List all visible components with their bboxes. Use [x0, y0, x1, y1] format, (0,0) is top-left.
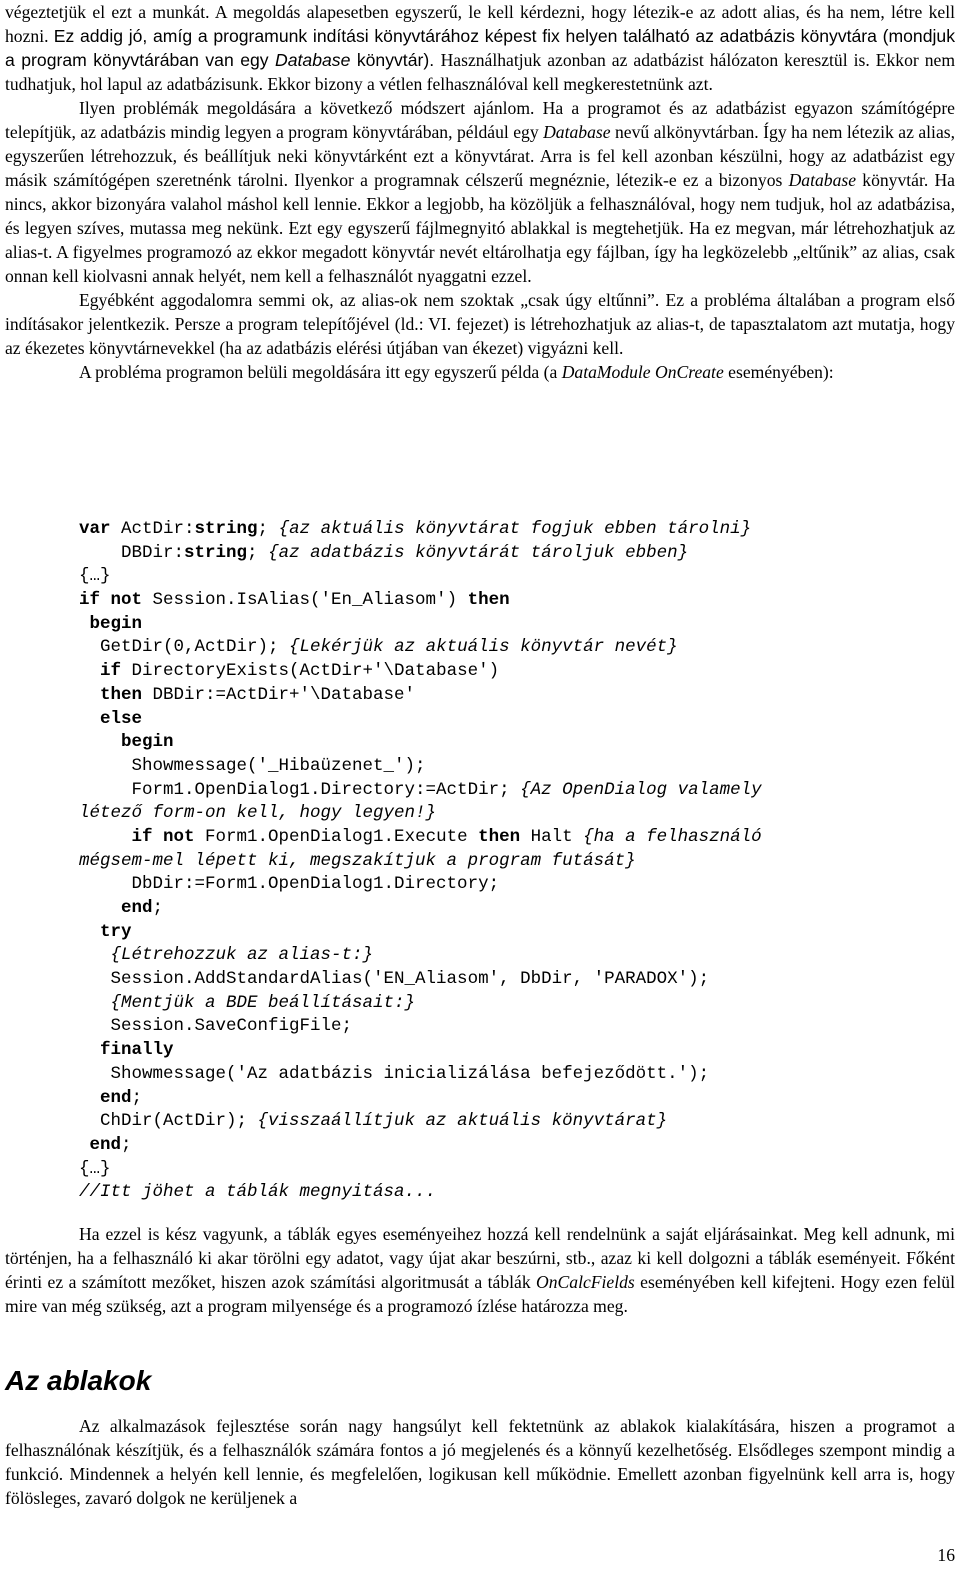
- code-line: [79, 542, 949, 566]
- code-comment: {Létrehozzuk az alias-t:}: [79, 945, 374, 966]
- code-comment: {Lekérjük az aktuális könyvtár nevét}: [289, 637, 678, 658]
- intro-text: [5, 0, 955, 384]
- code-keyword: finally: [79, 1040, 174, 1061]
- code-text: Showmessage('Az adatbázis inicializálása befejeződött.');: [79, 1063, 710, 1084]
- code-text: DbDir:=Form1.OpenDialog1.Directory;: [79, 874, 500, 895]
- code-text: ;: [121, 1134, 132, 1155]
- text-run: könyvtár).: [350, 50, 441, 70]
- code-listing: [79, 518, 949, 1205]
- paragraph-example-intro: [5, 360, 955, 384]
- code-keyword: begin: [79, 613, 143, 634]
- code-line: [79, 684, 949, 708]
- code-line: [79, 850, 949, 874]
- code-line: [79, 1158, 949, 1182]
- code-keyword: string: [194, 519, 258, 539]
- code-line: [79, 636, 949, 660]
- code-line: [79, 1039, 949, 1063]
- code-text: {…}: [79, 1158, 111, 1179]
- code-text: Session.SaveConfigFile;: [79, 1016, 353, 1037]
- code-keyword: if not: [79, 590, 153, 611]
- code-text: Showmessage('_Hibaüzenet_');: [79, 755, 426, 776]
- text-run: könyvtár. Ha nincs, akkor bizonyára valahol máshol kell lennie. Ekkor a legjobb, ha közöljük a felhasználóval, hogy nem tudjuk, hol az adatbázisa, és legyen szíves, mutassa meg nekünk. Ezt egy egyszerű fájlmegnyitó ablakkal is megtehetjük. Ha ez megvan, már létrehozhatjuk az alias-t. A figyelmes programozó az ekkor megadott könyvtár nevét eltárolhatja egy fájlban, így ha legközelebb „eltűnik” az alias, csak onnan kell kiolvasni annak helyét, nem kell a felhasználót nyaggatni ezzel.: [5, 170, 955, 286]
- text-run: Ez addig jó, amíg a programunk indítási könyvtárához képest fix helyen található az adatbázis könyvtára (mondjuk a program könyvtárában van egy: [5, 26, 955, 70]
- code-text: DBDir:=ActDir+'\Database': [152, 684, 416, 705]
- text-run-italic: OnCalcFields: [536, 1272, 635, 1292]
- code-comment: {Az OpenDialog valamely: [520, 779, 762, 800]
- code-line: [79, 897, 949, 921]
- text-run: nevű alkönyvtárban. Így ha nem létezik az alias, egyszerűen létrehozzuk, és beállítjuk neki könyvtárként ezt a könyvtárat. Arra is fel kell azonban készülni, hogy az adatbázist egy másik számítógépen szeretnénk tárolni. Ilyenkor a programnak célszerű megnéznie, létezik-e ez a bizonyos: [5, 122, 955, 190]
- code-text: DirectoryExists(ActDir+'\Database'): [131, 661, 500, 682]
- section-heading: Az ablakok: [5, 1365, 152, 1396]
- code-comment: {az adatbázis könyvtárát tároljuk ebben}: [268, 542, 689, 563]
- text-run: Ilyen problémák megoldására a következő módszert ajánlom. Ha a programot és az adatbázist egyazon számítógépre telepítjük, az adatbázis mindig legyen a program könyvtárában, például egy: [5, 98, 955, 142]
- code-line: [79, 873, 949, 897]
- text-run: A probléma programon belüli megoldására itt egy egyszerű példa (a: [79, 362, 562, 382]
- code-keyword: then: [79, 684, 153, 705]
- code-line: [79, 944, 949, 968]
- text-run-italic: Database: [543, 122, 611, 142]
- code-line: [79, 731, 949, 755]
- code-comment: {az aktuális könyvtárat fogjuk ebben tárolni}: [278, 519, 752, 539]
- code-line: [79, 708, 949, 732]
- code-line: [79, 1063, 949, 1087]
- code-keyword: var: [79, 519, 122, 539]
- code-keyword: end: [79, 1087, 132, 1108]
- code-keyword: string: [184, 542, 248, 563]
- page-number: 16: [937, 1545, 955, 1565]
- code-comment: létező form-on kell, hogy legyen!}: [79, 803, 437, 824]
- code-comment: //Itt jöhet a táblák megnyitása...: [79, 1182, 437, 1203]
- code-line: [79, 1015, 949, 1039]
- code-line: [79, 565, 949, 589]
- text-run-italic: Database: [275, 50, 351, 70]
- text-run-italic: Database: [788, 170, 857, 190]
- text-run: Használhatjuk azonban az adatbázist hálózaton keresztül is. Ekkor nem tudhatjuk, hol lapul az adatbázisunk. Ekkor bizony a vétlen felhasználóval kell megkerestetnünk azt.: [5, 50, 956, 94]
- paragraph-note: Egyébként aggodalomra semmi ok, az alias-ok nem szoktak „csak úgy eltűnni”. Ez a probléma általában a program első indításakor jelentkezik. Persze a program telepítőjével (ld.: VI. fejezet) is létrehozhatjuk az alias-t, de tapasztalatom azt mutatja, hogy az ékezetes könyvtárnevekkel (ha az adatbázis elérési útjában van ékezet) vigyázni kell.: [5, 290, 955, 358]
- code-line: [79, 826, 949, 850]
- code-text: Form1.OpenDialog1.Directory:=ActDir;: [79, 779, 521, 800]
- code-keyword: if: [79, 661, 132, 682]
- code-keyword: else: [79, 708, 143, 729]
- code-comment: {visszaállítjuk az aktuális könyvtárat}: [257, 1111, 668, 1132]
- events-text: [5, 1222, 955, 1318]
- code-text: Halt: [530, 826, 584, 847]
- code-keyword: then: [467, 590, 510, 611]
- code-comment: mégsem-mel lépett ki, megszakítjuk a program futását}: [79, 850, 636, 871]
- text-run: eseményében kell kifejteni. Hogy ezen felül mire van még szükség, azt a program milyensége és a programozó ízlése határozza meg.: [5, 1272, 955, 1316]
- code-text: ChDir(ActDir);: [79, 1111, 258, 1132]
- code-line: [79, 1110, 949, 1134]
- code-text: Form1.OpenDialog1.Execute: [205, 826, 479, 847]
- code-line: [79, 968, 949, 992]
- paragraph-method: [5, 96, 955, 288]
- code-line: [79, 992, 949, 1016]
- code-line: [79, 921, 949, 945]
- code-line: [79, 1181, 949, 1205]
- code-text: GetDir(0,ActDir);: [79, 637, 290, 658]
- code-line: [79, 779, 949, 803]
- code-text: ;: [131, 1087, 143, 1108]
- text-run: Ha ezzel is kész vagyunk, a táblák egyes eseményeihez hozzá kell rendelnünk a saját eljárásainkat. Meg kell adnunk, mi történjen, ha a felhasználó ki akar törölni egy adatot, vagy újat akar beszúrni, stb., azaz ki kell dolgozni a táblák eseményeit. Főként érinti ez a számított mezőket, hiszen azok számítási algoritmusát a táblák: [5, 1224, 955, 1292]
- text-run: végeztetjük el ezt a munkát. A megoldás alapesetben egyszerű, le kell kérdezni, hogy létezik-e az adott alias, és ha nem, létre kell hozni.: [5, 2, 955, 46]
- windows-text: [5, 1414, 955, 1510]
- code-line: [79, 755, 949, 779]
- code-text: Session.AddStandardAlias('EN_Aliasom', DbDir, 'PARADOX');: [79, 969, 710, 990]
- text-run-italic: DataModule OnCreate: [561, 362, 724, 382]
- paragraph-events: [5, 1222, 955, 1318]
- code-keyword: end: [79, 898, 153, 918]
- code-text: DBDir:: [79, 542, 185, 563]
- code-text: ;: [257, 519, 279, 539]
- code-comment: {Mentjük a BDE beállításait:}: [79, 992, 416, 1013]
- code-keyword: end: [79, 1134, 122, 1155]
- code-keyword: then: [478, 826, 531, 847]
- code-comment: {ha a felhasználó: [583, 826, 762, 847]
- code-keyword: begin: [79, 732, 174, 753]
- code-keyword: try: [79, 921, 132, 942]
- code-text: ActDir:: [121, 519, 195, 539]
- code-keyword: if not: [79, 826, 206, 847]
- paragraph-alias-intro: [5, 0, 955, 96]
- code-line: [79, 613, 949, 637]
- code-text: Session.IsAlias('En_Aliasom'): [152, 590, 468, 611]
- code-text: {…}: [79, 566, 111, 587]
- code-line: [79, 1134, 949, 1158]
- code-line: [79, 660, 949, 684]
- code-text: ;: [152, 898, 164, 918]
- code-text: ;: [247, 542, 269, 563]
- text-run: eseményében):: [723, 362, 834, 382]
- code-line: [79, 518, 949, 542]
- code-line: [79, 1087, 949, 1111]
- code-line: [79, 589, 949, 613]
- paragraph-windows: Az alkalmazások fejlesztése során nagy hangsúlyt kell fektetnünk az ablakok kialakítására, hiszen a programot a felhasználónak készítjük, és a felhasználók számára fontos a jó megjelenés és a könnyű kezelhetőség. Elsődleges szempont mindig a funkció. Mindennek a helyén kell lennie, és megfelelően, logikusan kell működnie. Emellett azonban figyelnünk kell arra is, hogy fölösleges, zavaró dolgok ne kerüljenek a: [5, 1416, 955, 1508]
- code-line: [79, 802, 949, 826]
